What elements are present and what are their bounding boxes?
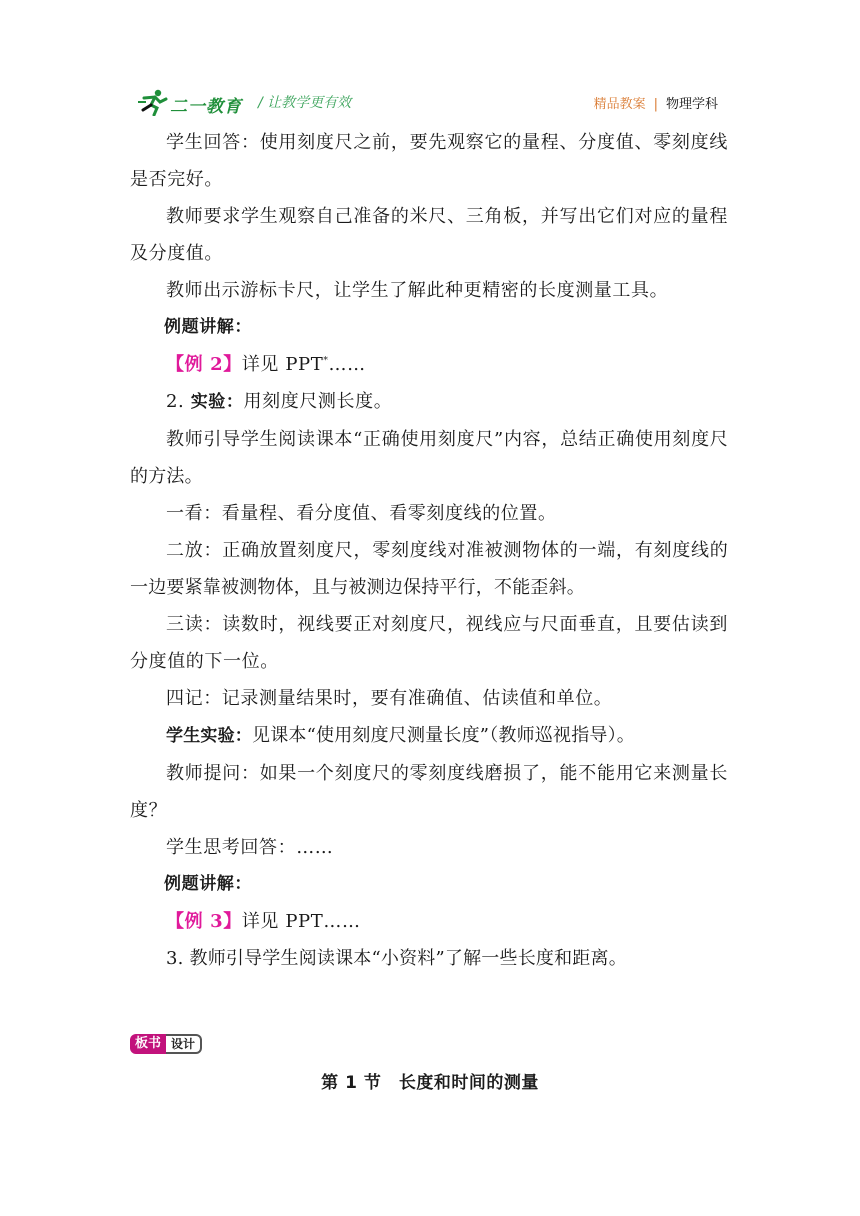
teacher-question: 教师提问：如果一个刻度尺的零刻度线磨损了，能不能用它来测量长度？ bbox=[130, 763, 728, 821]
lesson-body bbox=[130, 124, 728, 977]
example-2-line bbox=[130, 346, 728, 383]
paragraph: 教师出示游标卡尺，让学生了解此种更精密的长度测量工具。 bbox=[166, 280, 669, 301]
experiment-text: 用刻度尺测长度。 bbox=[243, 391, 393, 412]
example-heading: 例题讲解： bbox=[164, 317, 252, 337]
step-place: 二放：正确放置刻度尺，零刻度线对准被测物体的一端，有刻度线的一边要紧靠被测物体，且与被测边保持平行，不能歪斜。 bbox=[130, 540, 728, 598]
page-header bbox=[130, 84, 730, 118]
header-separator: | bbox=[653, 97, 658, 112]
student-experiment-line bbox=[130, 717, 728, 755]
example-3-tag: 【例 3】 bbox=[166, 911, 242, 932]
experiment-label: 实验： bbox=[190, 392, 244, 412]
logo bbox=[136, 88, 248, 116]
student-experiment-label: 学生实验： bbox=[166, 726, 252, 746]
board-tag: 板书 bbox=[130, 1034, 166, 1054]
footnote-mark: * bbox=[323, 356, 329, 366]
example-heading: 例题讲解： bbox=[164, 874, 252, 894]
ellipsis: …… bbox=[328, 354, 366, 375]
step-read: 三读：读数时，视线要正对刻度尺，视线应与尺面垂直，且要估读到分度值的下一位。 bbox=[130, 614, 728, 672]
paragraph: 教师要求学生观察自己准备的米尺、三角板，并写出它们对应的量程及分度值。 bbox=[130, 206, 728, 264]
student-experiment-text: 见课本“使用刻度尺测量长度”（教师巡视指导）。 bbox=[252, 725, 636, 746]
paragraph: 3. 教师引导学生阅读课本“小资料”了解一些长度和距离。 bbox=[166, 948, 627, 969]
header-category: 精品教案 bbox=[593, 97, 646, 112]
example-3-text: 详见 PPT…… bbox=[241, 911, 361, 932]
step-record: 四记：记录测量结果时，要有准确值、估读值和单位。 bbox=[166, 688, 613, 709]
step-look: 一看：看量程、看分度值、看零刻度线的位置。 bbox=[166, 503, 557, 524]
board-design-badge bbox=[130, 1034, 202, 1054]
example-2-text: 详见 PPT bbox=[241, 354, 324, 375]
section-title: 第 1 节 长度和时间的测量 bbox=[321, 1073, 539, 1093]
experiment-number: 2. bbox=[166, 391, 191, 412]
header-subject: 物理学科 bbox=[665, 97, 718, 112]
logo-text: 二一教育 bbox=[170, 97, 242, 117]
student-answer: 学生思考回答：…… bbox=[166, 837, 334, 858]
header-labels bbox=[594, 93, 718, 112]
experiment-line bbox=[130, 383, 728, 421]
slogan: / 让教学更有效 bbox=[258, 95, 352, 111]
paragraph: 教师引导学生阅读课本“正确使用刻度尺”内容，总结正确使用刻度尺的方法。 bbox=[130, 429, 728, 487]
runner-logo-icon bbox=[136, 88, 170, 116]
example-3-line bbox=[130, 903, 728, 940]
example-2-tag: 【例 2】 bbox=[166, 354, 242, 375]
paragraph: 学生回答：使用刻度尺之前，要先观察它的量程、分度值、零刻度线是否完好。 bbox=[130, 132, 728, 190]
board-tag-design: 设计 bbox=[166, 1034, 202, 1054]
